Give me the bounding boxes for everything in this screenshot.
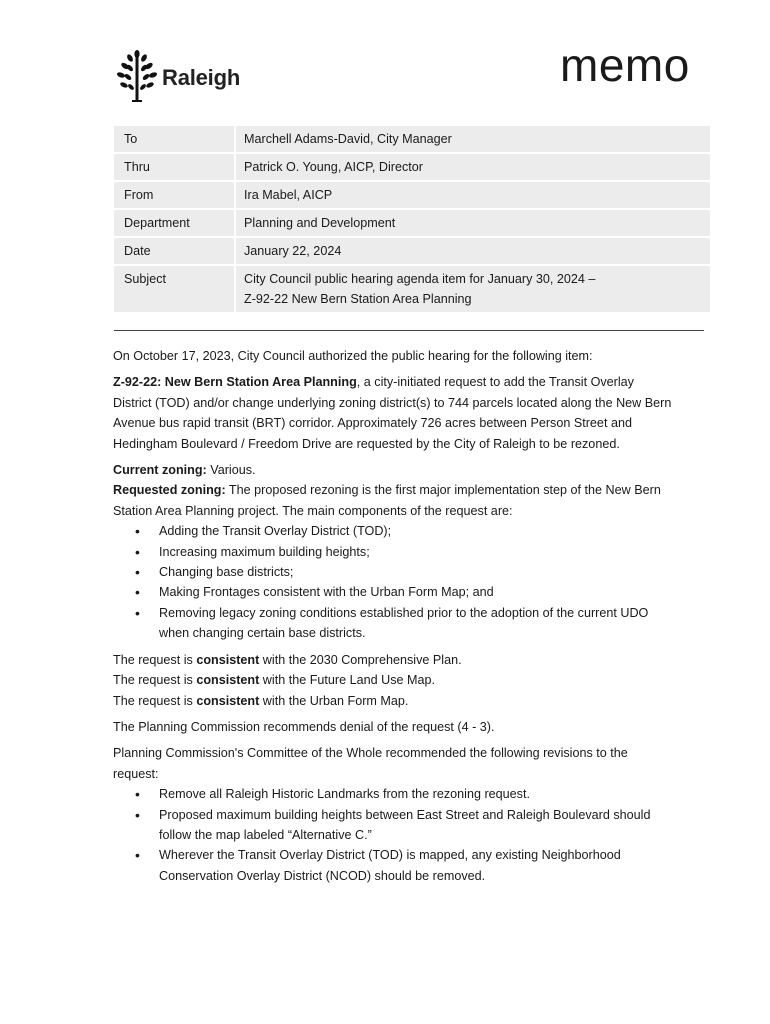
intro-paragraph: On October 17, 2023, City Council authorized the public hearing for the following item:: [113, 349, 593, 363]
logo-text: Raleigh: [162, 65, 241, 90]
consistency-pre: The request is: [113, 652, 197, 667]
memo-header-table: [114, 124, 710, 314]
subject-line-1: City Council public hearing agenda item for January 30, 2024 –: [244, 272, 596, 286]
header-key: To: [114, 126, 234, 152]
list-item: • Removing legacy zoning conditions established prior to the adoption of the current UDO when changing certain base districts.: [113, 603, 673, 644]
header-row-to: [114, 126, 710, 152]
list-item: • Making Frontages consistent with the Urban Form Map; and: [113, 582, 673, 602]
header-value: Ira Mabel, AICP: [234, 182, 710, 208]
header-row-department: [114, 210, 710, 236]
consistency-line: [113, 673, 435, 687]
list-item: • Adding the Transit Overlay District (TOD);: [113, 521, 673, 541]
consistency-pre: The request is: [113, 693, 197, 708]
header-value: Marchell Adams-David, City Manager: [234, 126, 710, 152]
consistency-bold: consistent: [196, 693, 260, 708]
consistency-block: [113, 650, 673, 711]
consistency-bold: consistent: [196, 673, 260, 688]
consistency-post: with the Urban Form Map.: [259, 693, 409, 708]
header-key: Thru: [114, 154, 234, 180]
subject-line-2: Z-92-22 New Bern Station Area Planning: [244, 292, 472, 306]
requested-zoning: [113, 480, 673, 521]
header-value: [234, 266, 710, 312]
committee-intro: Planning Commission's Committee of the Whole recommended the following revisions to the request:: [113, 746, 628, 781]
header-divider: [114, 330, 704, 331]
list-item: • Proposed maximum building heights between East Street and Raleigh Boulevard should follow the map labeled “Alternative C.”: [113, 805, 673, 846]
consistency-line: [113, 694, 408, 708]
components-list: [113, 521, 673, 643]
header-value: Planning and Development: [234, 210, 710, 236]
header-row-subject: [114, 266, 710, 312]
header-key: Subject: [114, 266, 234, 312]
header-key: Department: [114, 210, 234, 236]
consistency-line: [113, 653, 462, 667]
list-item: • Wherever the Transit Overlay District (TOD) is mapped, any existing Neighborhood Conservation Overlay District (NCOD) should be removed.: [113, 845, 673, 886]
header-key: Date: [114, 238, 234, 264]
consistency-pre: The request is: [113, 673, 197, 688]
header-row-thru: [114, 154, 710, 180]
item-title: Z-92-22: New Bern Station Area Planning: [113, 375, 357, 390]
header-key: From: [114, 182, 234, 208]
current-zoning-label: Current zoning:: [113, 463, 207, 478]
consistency-post: with the Future Land Use Map.: [259, 673, 436, 688]
consistency-bold: consistent: [196, 652, 260, 667]
current-zoning: [113, 460, 673, 480]
item-text: , a city-initiated request to add the Transit Overlay District (TOD) and/or change underlying zoning district(s) to 744 parcels located along the New Bern Avenue bus rapid transit (BRT) corridor. Approximately 726 acres between Person Street and Hedingham Boulevard / Freedom Drive are requested by the City of Raleigh to be rezoned.: [113, 375, 672, 451]
commission-paragraph: The Planning Commission recommends denial of the request (4 - 3).: [113, 719, 495, 734]
raleigh-logo: [114, 48, 240, 106]
list-item: • Changing base districts;: [113, 562, 673, 582]
oak-tree-icon: [114, 48, 160, 106]
consistency-post: with the 2030 Comprehensive Plan.: [259, 652, 462, 667]
header-value: Patrick O. Young, AICP, Director: [234, 154, 710, 180]
requested-zoning-value: The proposed rezoning is the first major implementation step of the New Bern Station Area Planning project. The main components of the request are:: [113, 483, 661, 518]
item-paragraph: [113, 372, 673, 454]
requested-zoning-label: Requested zoning:: [113, 483, 226, 498]
header-row-from: [114, 182, 710, 208]
header-value: January 22, 2024: [234, 238, 710, 264]
revisions-list: [113, 784, 673, 886]
list-item: • Remove all Raleigh Historic Landmarks from the rezoning request.: [113, 784, 673, 804]
memo-title: memo: [560, 39, 690, 91]
header-row-date: [114, 238, 710, 264]
list-item: • Increasing maximum building heights;: [113, 542, 673, 562]
memo-body: [113, 346, 673, 892]
current-zoning-value: Various.: [206, 463, 256, 478]
